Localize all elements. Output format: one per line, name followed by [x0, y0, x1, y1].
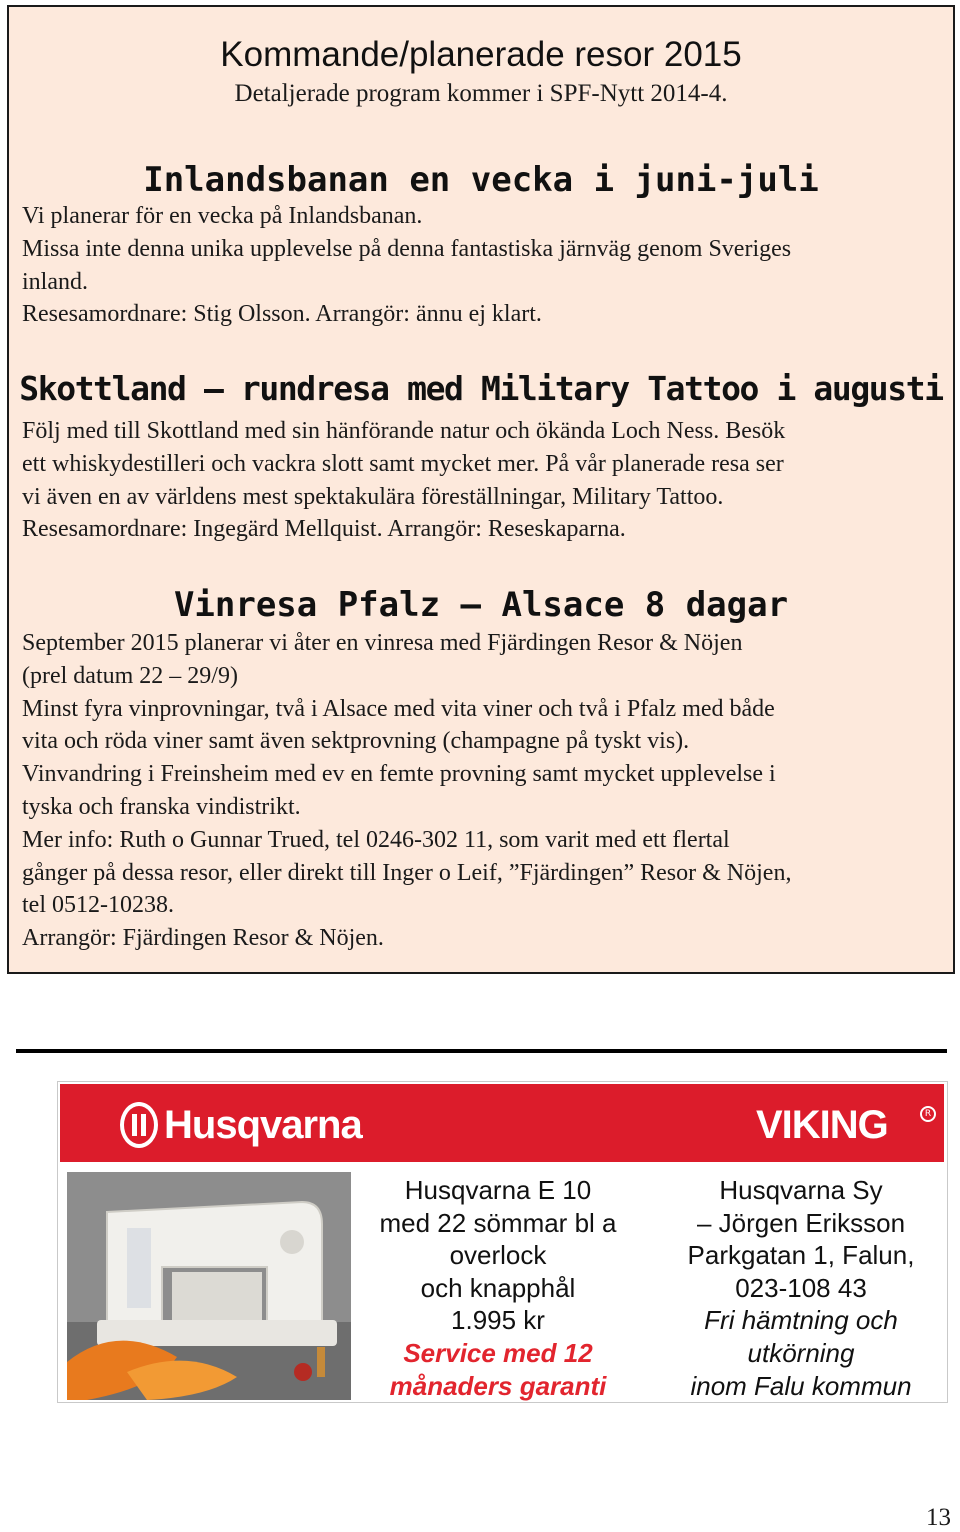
text-line: Minst fyra vinprovningar, två i Alsace med vita viner och två i Pfalz med både	[22, 695, 775, 722]
husqvarna-logo	[120, 1100, 362, 1150]
trip-title-vinresa: Vinresa Pfalz – Alsace 8 dagar	[173, 585, 789, 625]
text-line: Arrangör: Fjärdingen Resor & Nöjen.	[22, 925, 384, 952]
sewing-machine-illustration	[67, 1172, 351, 1400]
product-line: Husqvarna E 10	[404, 1175, 592, 1205]
husqvarna-crown-icon	[120, 1102, 158, 1148]
dealer-delivery: utkörning	[747, 1337, 855, 1368]
text-line: inland.	[22, 268, 88, 295]
text-line: Följ med till Skottland med sin hänförande natur och ökända Loch Ness. Besök	[22, 418, 786, 444]
dealer-info	[656, 1174, 946, 1402]
text-line: Vinvandring i Freinsheim med ev en femte provning samt mycket upplevelse i	[22, 761, 776, 788]
ad-banner	[60, 1084, 944, 1162]
trip-title-inlandsbanan: Inlandsbanan en vecka i juni-juli	[143, 160, 819, 200]
text-line: Mer info: Ruth o Gunnar Trued, tel 0246-302 11, som varit med ett flertal	[22, 826, 730, 853]
dealer-line: – Jörgen Eriksson	[696, 1207, 906, 1238]
trips-section	[7, 5, 955, 974]
page-number: 13	[926, 1504, 951, 1531]
page-title: Kommande/planerade resor 2015	[220, 35, 742, 74]
text-line: Resesamordnare: Stig Olsson. Arrangör: ännu ej klart.	[22, 301, 542, 328]
dealer-delivery: inom Falu kommun	[690, 1370, 912, 1401]
text-line: tel 0512-10238.	[22, 892, 174, 919]
trip-text-inlandsbanan	[22, 200, 944, 331]
text-line: (prel datum 22 – 29/9)	[22, 662, 238, 689]
service-guarantee: månaders garanti	[389, 1370, 607, 1401]
text-line: gånger på dessa resor, eller direkt till Inger o Leif, ”Fjärdingen” Resor & Nöjen,	[22, 859, 792, 886]
dealer-phone: 023-108 43	[735, 1272, 867, 1303]
product-line: med 22 sömmar bl a	[379, 1207, 617, 1238]
text-line: Missa inte denna unika upplevelse på denna fantastiska järnväg genom Sveriges	[22, 235, 792, 262]
text-line: tyska och franska vindistrikt.	[22, 793, 301, 820]
product-line: och knapphål	[420, 1272, 576, 1303]
text-line: September 2015 planerar vi åter en vinresa med Fjärdingen Resor & Nöjen	[22, 630, 743, 656]
dealer-delivery: Fri hämtning och	[704, 1305, 898, 1336]
trip-text-vinresa	[22, 627, 944, 955]
registered-icon: R	[920, 1106, 936, 1122]
sewing-machine-image	[67, 1172, 351, 1400]
text-line: Resesamordnare: Ingegärd Mellquist. Arrangör: Reseskaparna.	[22, 516, 626, 543]
text-line: ett whiskydestilleri och vackra slott samt mycket mer. På vår planerade resa ser	[22, 450, 784, 477]
trip-title-skottland: Skottland – rundresa med Military Tattoo i augusti	[19, 369, 943, 408]
product-description	[358, 1174, 638, 1402]
dealer-address: Parkgatan 1, Falun,	[687, 1240, 915, 1271]
text-line: vita och röda viner samt även sektprovning (champagne på tyskt vis).	[22, 728, 690, 755]
dealer-line: Husqvarna Sy	[719, 1175, 883, 1205]
trip-text-skottland	[22, 415, 944, 546]
product-line: overlock	[449, 1240, 547, 1271]
page-subtitle: Detaljerade program kommer i SPF-Nytt 2014-4.	[234, 80, 728, 107]
husqvarna-wordmark: Husqvarna	[164, 1103, 362, 1147]
text-line: vi även en av världens mest spektakulära föreställningar, Military Tattoo.	[22, 483, 724, 510]
product-price: 1.995 kr	[451, 1305, 545, 1336]
viking-logo: VIKING	[756, 1103, 888, 1147]
service-guarantee: Service med 12	[403, 1337, 593, 1368]
husqvarna-advertisement	[57, 1081, 948, 1403]
text-line: Vi planerar för en vecka på Inlandsbanan.	[22, 203, 423, 229]
section-divider	[16, 1049, 947, 1053]
